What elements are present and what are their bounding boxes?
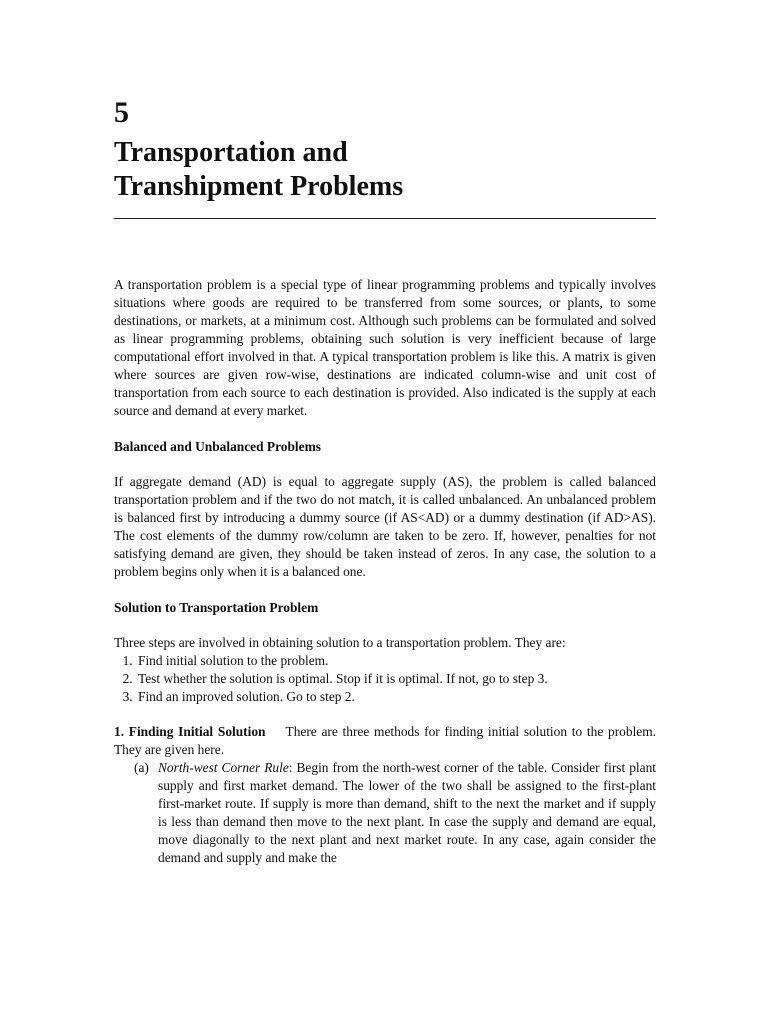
method-a-name: North-west Corner Rule [158,760,289,775]
initial-solution-paragraph [114,723,656,759]
solution-heading: Solution to Transportation Problem [114,600,319,615]
document-page [114,96,656,867]
initial-solution-lead: 1. Finding Initial Solution [114,724,266,739]
balanced-paragraph: If aggregate demand (AD) is equal to aggregate supply (AS), the problem is called balanced transportation problem and if the two do not match, it is called unbalanced. An unbalanced problem is balanced first by introducing a dummy source (if AS<AD) or a dummy destination (if AD>AS). The cost elements of the dummy row/column are taken to be zero. If, however, penalties for not satisfying demand are given, they should be taken instead of zeros. In any case, the solution to a problem begins only when it is a balanced one. [114,474,656,579]
balanced-heading: Balanced and Unbalanced Problems [114,439,321,454]
solution-intro: Three steps are involved in obtaining solution to a transportation problem. They are: [114,635,566,650]
initial-solution-text: There are three methods for finding initial solution to the problem. They are given here. [114,724,656,757]
chapter-title [114,136,656,204]
method-a-tag: (a) [134,760,149,775]
solution-step: 1. Find initial solution to the problem. [136,652,656,670]
solution-steps-list [114,652,656,706]
chapter-number: 5 [114,96,129,129]
method-a-text: : Begin from the north-west corner of the table. Consider first plant supply and first market demand. The lower of the two shall be assigned to the first-plant first-market route. If supply is more than demand, shift to the next the market and if supply is less than demand then move to the next plant. In case the supply and demand are equal, move diagonally to the next plant and next market route. In any case, again consider the demand and supply and make the [158,760,656,865]
chapter-title-line-2: Transhipment Problems [114,171,404,202]
solution-step: 2. Test whether the solution is optimal. Stop if it is optimal. If not, go to step 3. [136,670,656,688]
intro-paragraph: A transportation problem is a special type of linear programming problems and typically involves situations where goods are required to be transferred from some sources, or plants, to some destinations, or markets, at a minimum cost. Although such problems can be formulated and solved as linear programming problems, obtaining such solution is very inefficient because of large computational effort involved in that. A typical transportation problem is like this. A matrix is given where sources are given row-wise, destinations are indicated column-wise and unit cost of transportation from each source to each destination is provided. Also indicated is the supply at each source and demand at every market. [114,277,656,418]
solution-step: 3. Find an improved solution. Go to step 2. [136,688,656,706]
title-rule [114,218,656,219]
chapter-title-line-1: Transportation and [114,137,348,168]
method-a-paragraph [114,759,656,867]
